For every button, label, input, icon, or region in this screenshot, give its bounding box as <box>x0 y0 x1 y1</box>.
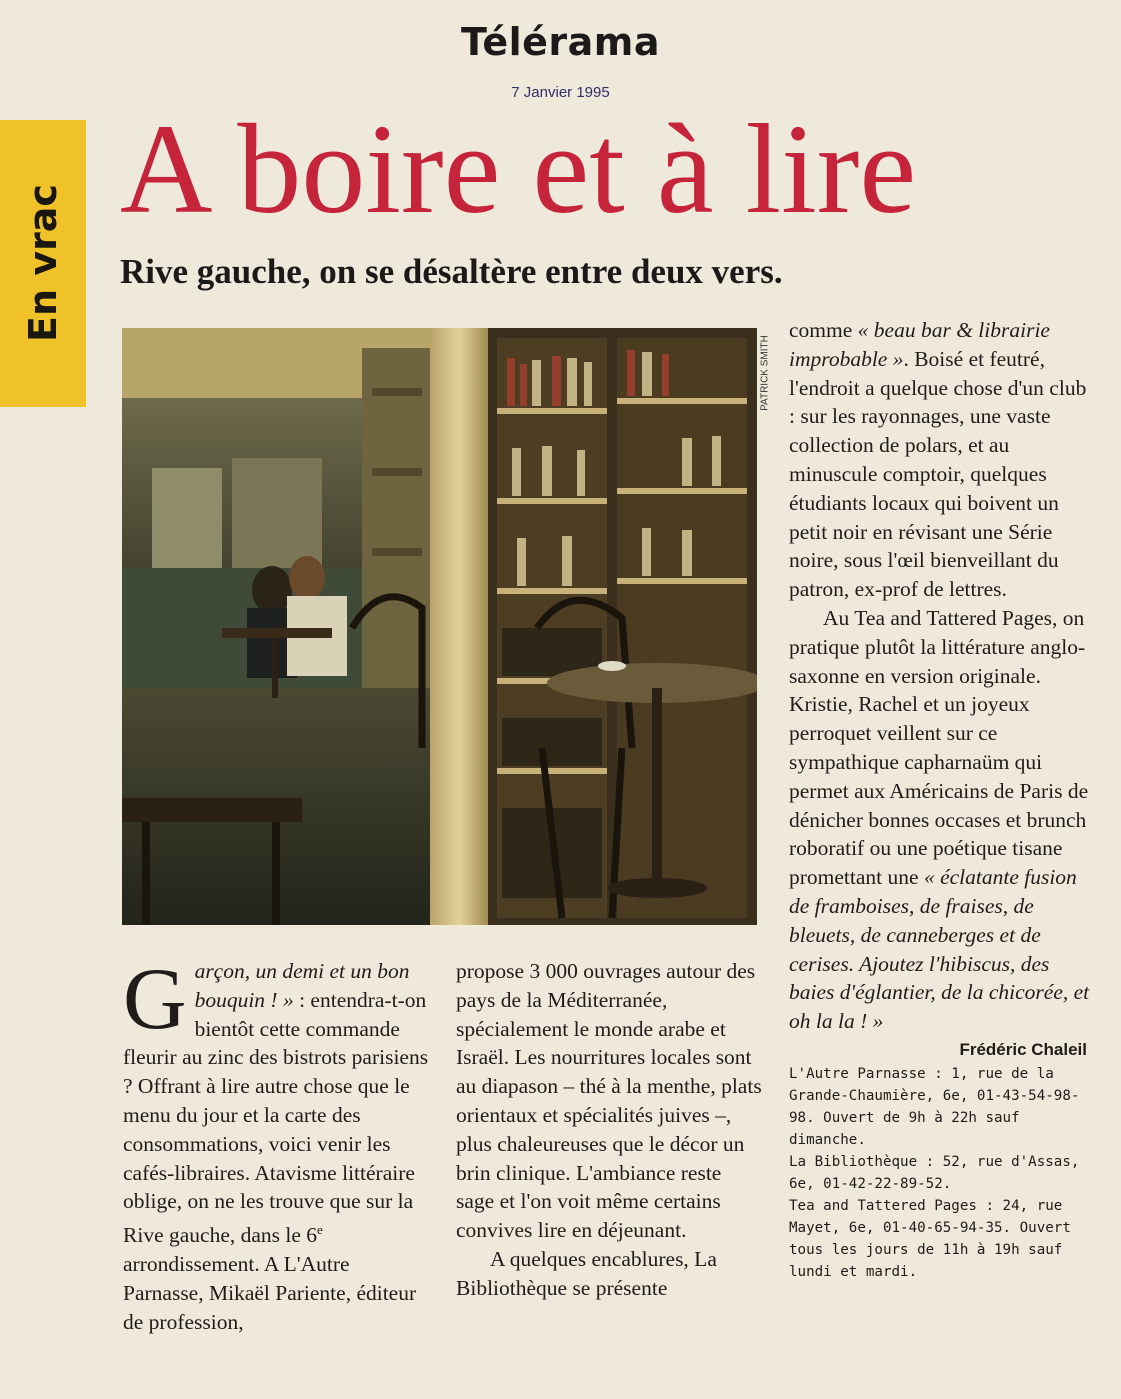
author-byline: Frédéric Chaleil <box>959 1039 1087 1059</box>
section-tab-label: En vrac <box>21 184 65 342</box>
photo-credit <box>758 328 772 418</box>
article-quote-open: arçon, un demi et un bon bouquin ! » <box>194 959 410 1012</box>
article-paragraph-1-cont: propose 3 000 ouvrages autour des pays de la Méditerranée, spécialement le monde arabe et Israël. Les nourritures locales sont au diapason – thé à la menthe, plats orientaux et spécialités juives –, plus chaleureuses que le décor un brin clinique. L'ambiance reste sage et l'on voit même certains convives lire en déjeunant. <box>456 959 762 1243</box>
cafe-library-photo <box>122 328 757 925</box>
photo-credit-text: PATRICK SMITH <box>759 335 771 411</box>
info-bibliotheque: La Bibliothèque : 52, rue d'Assas, 6e, 01-42-22-89-52. <box>789 1153 1080 1192</box>
article-column-3 <box>789 316 1095 1283</box>
article-deck: Rive gauche, on se désaltère entre deux vers. <box>120 252 783 291</box>
publication-masthead: Télérama <box>460 20 661 64</box>
article-quote-bar: « beau bar & librairie improbable » <box>789 318 1050 371</box>
cafe-library-photo-illustration <box>122 328 757 925</box>
info-tea-tattered: Tea and Tattered Pages : 24, rue Mayet, 6e, 01-40-65-94-35. Ouvert tous les jours de 11h à 19h sauf lundi et mardi. <box>789 1197 1071 1280</box>
practical-info <box>789 1063 1095 1283</box>
article-headline: A boire et à lire <box>120 98 917 240</box>
info-autre-parnasse: L'Autre Parnasse : 1, rue de la Grande-Chaumière, 6e, 01-43-54-98-98. Ouvert de 9h à 22h sauf dimanche. <box>789 1065 1080 1148</box>
issue-date: 7 Janvier 1995 <box>511 84 610 101</box>
article-column-2 <box>456 957 762 1303</box>
article-quote-tea: « éclatante fusion de framboises, de fraises, de bleuets, de canneberges et de cerises. Ajoutez l'hibiscus, des baies d'églantier, de la chicorée, et oh la la ! » <box>789 865 1090 1034</box>
drop-cap: G <box>123 951 187 1048</box>
article-paragraph-3: Au Tea and Tattered Pages, on pratique plutôt la littérature anglo-saxonne en version originale. Kristie, Rachel et un joyeux perroquet veillent sur ce sympathique capharnaüm qui permet aux Américains de Paris de dénicher bonnes occases et brunch roboratif ou une poétique tisane promettant une « éclatante fusion de framboises, de fraises, de bleuets, de canneberges et de cerises. Ajoutez l'hibiscus, des baies d'églantier, de la chicorée, et oh la la ! » <box>789 605 1090 1034</box>
section-tab <box>0 120 86 407</box>
article-column-1 <box>123 951 435 1337</box>
article-paragraph-2-cont: comme « beau bar & librairie improbable ». Boisé et feutré, l'endroit a quelque chose d'un club : sur les rayonnages, une vaste collection de polars, et au minuscule comptoir, quelques étudiants locaux qui boivent un petit noir en révisant une Série noire, sous l'œil bienveillant du patron, ex-prof de lettres. <box>789 318 1087 602</box>
article-paragraph-1: Garçon, un demi et un bon bouquin ! » : entendra-t-on bientôt cette commande fleurir au zinc des bistrots parisiens ? Offrant à lire autre chose que le menu du jour et la carte des consommations, voici venir les cafés-libraires. Atavisme littéraire oblige, on ne les trouve que sur la Rive gauche, dans le 6e arrondissement. A L'Autre Parnasse, Mikaël Pariente, éditeur de profession, <box>123 951 429 1334</box>
article-paragraph-2: A quelques encablures, La Bibliothèque se présente <box>456 1246 717 1300</box>
